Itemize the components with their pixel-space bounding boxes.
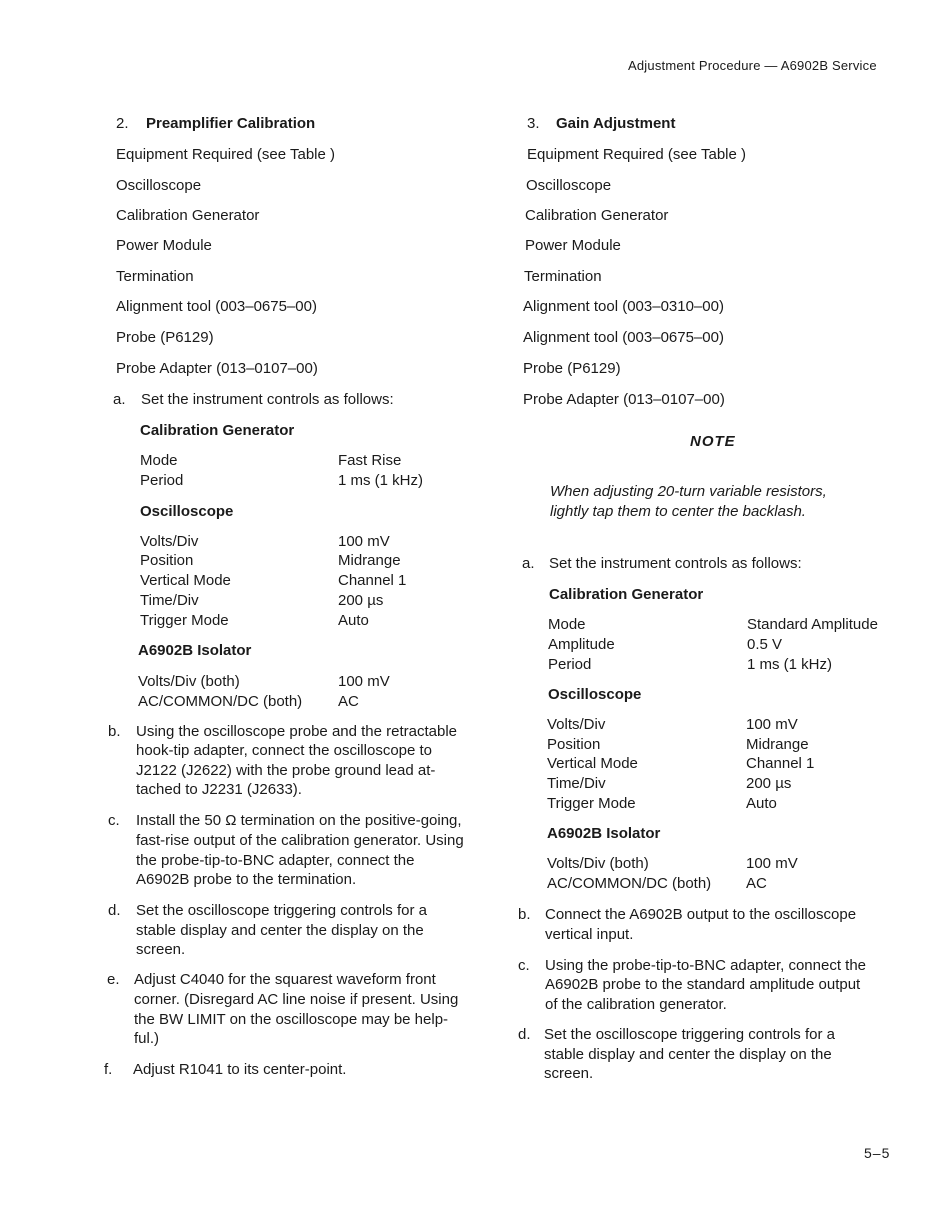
step-letter: c. (108, 812, 120, 829)
step-line: stable display and center the display on the (544, 1046, 832, 1063)
oscilloscope-heading: Oscilloscope (140, 503, 234, 520)
step-letter: b. (518, 906, 531, 923)
step-line: the BW LIMIT on the oscilloscope may be help- (134, 1011, 449, 1028)
oscilloscope-heading: Oscilloscope (548, 686, 642, 703)
setting-label: Position (140, 552, 194, 569)
step-line: A6902B probe to the standard amplitude output (545, 976, 861, 993)
setting-label: Period (548, 656, 592, 673)
step-line: tached to J2231 (J2633). (136, 781, 302, 798)
equipment-item: Probe (P6129) (523, 360, 621, 377)
section-title: Gain Adjustment (556, 115, 676, 132)
equipment-item: Oscilloscope (116, 177, 202, 194)
setting-value: AC (338, 693, 359, 710)
setting-value: 0.5 V (747, 636, 783, 653)
step-line: Set the oscilloscope triggering controls for a (544, 1026, 835, 1043)
step-letter: a. (113, 391, 126, 408)
setting-value: 100 mV (338, 533, 390, 550)
setting-label: AC/COMMON/DC (both) (547, 875, 712, 892)
step-line: the probe-tip-to-BNC adapter, connect the (136, 852, 415, 869)
step-letter: e. (107, 971, 120, 988)
step-line: Using the probe-tip-to-BNC adapter, connect the (545, 957, 867, 974)
equipment-item: Termination (116, 268, 194, 285)
setting-value: Midrange (338, 552, 401, 569)
setting-label: Volts/Div (140, 533, 199, 550)
setting-value: 1 ms (1 kHz) (747, 656, 833, 673)
equipment-heading: Equipment Required (see Table ) (527, 146, 747, 163)
equipment-item: Probe Adapter (013–0107–00) (116, 360, 318, 377)
step-line: A6902B probe to the termination. (136, 871, 357, 888)
step-letter: d. (518, 1026, 531, 1043)
step-letter: d. (108, 902, 121, 919)
step-letter: f. (104, 1061, 113, 1078)
setting-label: Volts/Div (both) (138, 673, 240, 690)
equipment-item: Power Module (116, 237, 212, 254)
step-line: Set the oscilloscope triggering controls for a (136, 902, 427, 919)
step-letter: c. (518, 957, 530, 974)
setting-value: 1 ms (1 kHz) (338, 472, 424, 489)
equipment-item: Power Module (525, 237, 621, 254)
setting-label: Mode (140, 452, 178, 469)
step-line: screen. (544, 1065, 594, 1082)
step-line: corner. (Disregard AC line noise if present. Using (134, 991, 459, 1008)
calibration-generator-heading: Calibration Generator (549, 586, 704, 603)
step-line: Using the oscilloscope probe and the retractable (136, 723, 458, 740)
equipment-heading: Equipment Required (see Table ) (116, 146, 336, 163)
page-number: 5–5 (864, 1145, 891, 1161)
setting-label: Vertical Mode (140, 572, 231, 589)
equipment-item: Alignment tool (003–0310–00) (523, 298, 724, 315)
step-line: J2122 (J2622) with the probe ground lead at- (136, 762, 436, 779)
step-line: Adjust C4040 for the squarest waveform front (134, 971, 436, 988)
setting-label: Period (140, 472, 184, 489)
setting-label: Amplitude (548, 636, 615, 653)
setting-label: Mode (548, 616, 586, 633)
setting-value: Fast Rise (338, 452, 402, 469)
step-line: screen. (136, 941, 186, 958)
setting-value: 200 µs (746, 775, 792, 792)
equipment-item: Alignment tool (003–0675–00) (116, 298, 317, 315)
section-number: 3. (527, 115, 540, 132)
note-heading: NOTE (690, 433, 736, 450)
section-number: 2. (116, 115, 129, 132)
calibration-generator-heading: Calibration Generator (140, 422, 295, 439)
setting-label: Time/Div (547, 775, 606, 792)
setting-value: Channel 1 (746, 755, 815, 772)
step-line: Connect the A6902B output to the oscilloscope (545, 906, 857, 923)
setting-value: Auto (338, 612, 369, 629)
step-letter: b. (108, 723, 121, 740)
note-line: When adjusting 20-turn variable resistors, (550, 483, 827, 500)
setting-value: 100 mV (746, 716, 798, 733)
setting-label: Trigger Mode (140, 612, 229, 629)
isolator-heading: A6902B Isolator (547, 825, 661, 842)
setting-value: AC (746, 875, 767, 892)
step-letter: a. (522, 555, 535, 572)
setting-label: Time/Div (140, 592, 199, 609)
setting-label: Vertical Mode (547, 755, 638, 772)
step-line: fast-rise output of the calibration generator. Using (136, 832, 464, 849)
setting-value: Standard Amplitude (747, 616, 878, 633)
equipment-item: Termination (524, 268, 602, 285)
setting-value: 100 mV (746, 855, 798, 872)
setting-value: 200 µs (338, 592, 384, 609)
setting-value: Channel 1 (338, 572, 407, 589)
setting-label: Position (547, 736, 601, 753)
equipment-item: Calibration Generator (525, 207, 669, 224)
setting-value: Auto (746, 795, 777, 812)
section-title: Preamplifier Calibration (146, 115, 316, 132)
step-text: Set the instrument controls as follows: (549, 555, 802, 572)
setting-label: AC/COMMON/DC (both) (138, 693, 303, 710)
step-line: hook-tip adapter, connect the oscilloscope to (136, 742, 433, 759)
equipment-item: Probe Adapter (013–0107–00) (523, 391, 725, 408)
step-line: stable display and center the display on the (136, 922, 424, 939)
step-line: Install the 50 Ω termination on the positive-going, (136, 812, 462, 829)
step-line: of the calibration generator. (545, 996, 727, 1013)
isolator-heading: A6902B Isolator (138, 642, 252, 659)
equipment-item: Calibration Generator (116, 207, 260, 224)
setting-label: Trigger Mode (547, 795, 636, 812)
setting-value: Midrange (746, 736, 809, 753)
step-line: vertical input. (545, 926, 634, 943)
setting-value: 100 mV (338, 673, 390, 690)
note-line: lightly tap them to center the backlash. (550, 503, 806, 520)
equipment-item: Probe (P6129) (116, 329, 214, 346)
step-line: ful.) (134, 1030, 160, 1047)
step-text: Set the instrument controls as follows: (141, 391, 394, 408)
equipment-item: Alignment tool (003–0675–00) (523, 329, 724, 346)
equipment-item: Oscilloscope (526, 177, 612, 194)
setting-label: Volts/Div (547, 716, 606, 733)
setting-label: Volts/Div (both) (547, 855, 649, 872)
step-line: Adjust R1041 to its center-point. (133, 1061, 347, 1078)
page-header: Adjustment Procedure — A6902B Service (628, 58, 877, 73)
